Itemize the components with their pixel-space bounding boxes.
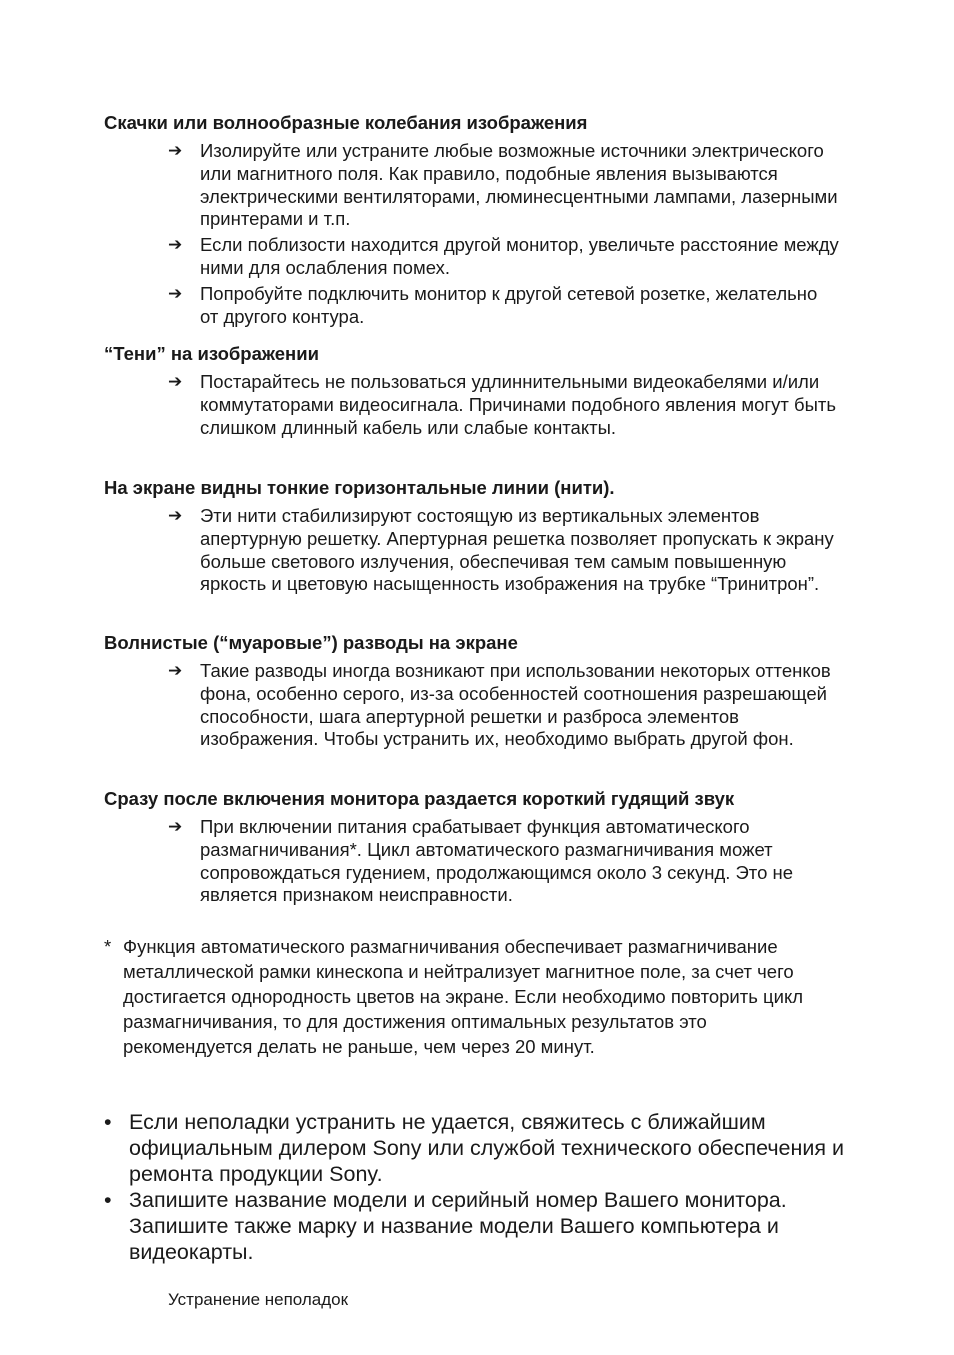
item-text: Эти нити стабилизируют состоящую из вертикальных элементов апертурную решетку. Апертурная решетка позволяет пропускать к экрану больше светового излучения, обеспечивая тем самым повышенную яркость и цветовую насыщенность изображения на трубке “Тринитрон”.: [200, 505, 834, 595]
troubleshoot-item: [168, 505, 840, 596]
bullet-text: Запишите название модели и серийный номер Вашего монитора. Запишите также марку и название модели Вашего компьютера и видеокарты.: [129, 1188, 787, 1264]
arrow-right-icon: ➔: [168, 235, 183, 255]
item-text: Попробуйте подключить монитор к другой сетевой розетке, желательно от другого контура.: [200, 282, 818, 327]
troubleshoot-item: [168, 816, 840, 907]
footnote: [104, 934, 804, 1059]
list-item: [104, 1187, 844, 1265]
section-heading: Скачки или волнообразные колебания изображения: [104, 112, 588, 133]
section-moire: [104, 632, 844, 751]
bullet-list: [104, 1109, 844, 1265]
item-text: Если поблизости находится другой монитор, увеличьте расстояние между ними для ослабления помех.: [200, 234, 839, 278]
troubleshoot-item: [168, 140, 840, 231]
page-footer-title: Устранение неполадок: [168, 1290, 349, 1309]
footnote-marker: *: [104, 936, 112, 957]
item-text: Такие разводы иногда возникают при использовании некоторых оттенков фона, особенно серого, из-за особенностей соотношения разрешающей способности, шага апертурной решетки и разброса элементов изображения. Чтобы устранить их, необходимо выбрать другой фон.: [200, 660, 831, 750]
section-thin-lines: [104, 477, 844, 596]
troubleshoot-item: [168, 660, 840, 751]
section-ghosting: [104, 343, 844, 439]
section-wobble: [104, 112, 844, 328]
footnote-text: Функция автоматического размагничивания обеспечивает размагничивание металлической рамки кинескопа и нейтрализует магнитное поле, за счет чего достигается однородность цветов на экране. Если необходимо повторить цикл размагничивания, то для достижения оптимальных результатов это рекомендуется делать не раньше, чем через 20 минут.: [123, 936, 804, 1057]
item-text: Изолируйте или устраните любые возможные источники электрического или магнитного поля. Как правило, подобные явления вызываются электрическими вентиляторами, люминесцентными лампами, лазерными принтерами и т.п.: [200, 140, 838, 230]
section-heading: Сразу после включения монитора раздается короткий гудящий звук: [104, 788, 735, 809]
troubleshoot-item: [168, 282, 840, 329]
item-text: При включении питания срабатывает функция автоматического размагничивания*. Цикл автоматического размагничивания может сопровождаться гудением, продолжающимся около 3 секунд. Это не является признаком неисправности.: [200, 816, 794, 906]
arrow-right-icon: ➔: [168, 283, 183, 303]
arrow-right-icon: ➔: [168, 661, 183, 680]
section-heading: На экране видны тонкие горизонтальные линии (нити).: [104, 477, 615, 498]
arrow-right-icon: ➔: [168, 372, 183, 391]
item-text: Постарайтесь не пользоваться удлиннительными видеокабелями и/или коммутаторами видеосигнала. Причинами подобного явления могут быть слишком длинный кабель или слабые контакты.: [200, 371, 836, 438]
arrow-right-icon: ➔: [168, 817, 183, 836]
bullet-icon: •: [104, 1188, 112, 1212]
bullet-text: Если неполадки устранить не удается, свяжитесь с ближайшим официальным дилером Sony или службой технического обеспечения и ремонта продукции Sony.: [129, 1110, 845, 1186]
bullet-icon: •: [104, 1110, 112, 1134]
list-item: [104, 1109, 844, 1187]
section-heading: Волнистые (“муаровые”) разводы на экране: [104, 632, 518, 653]
section-hum: [104, 788, 844, 907]
troubleshoot-item: [168, 371, 840, 439]
section-heading: “Тени” на изображении: [104, 343, 319, 364]
troubleshoot-item: [168, 234, 840, 280]
arrow-right-icon: ➔: [168, 141, 183, 160]
arrow-right-icon: ➔: [168, 506, 183, 525]
